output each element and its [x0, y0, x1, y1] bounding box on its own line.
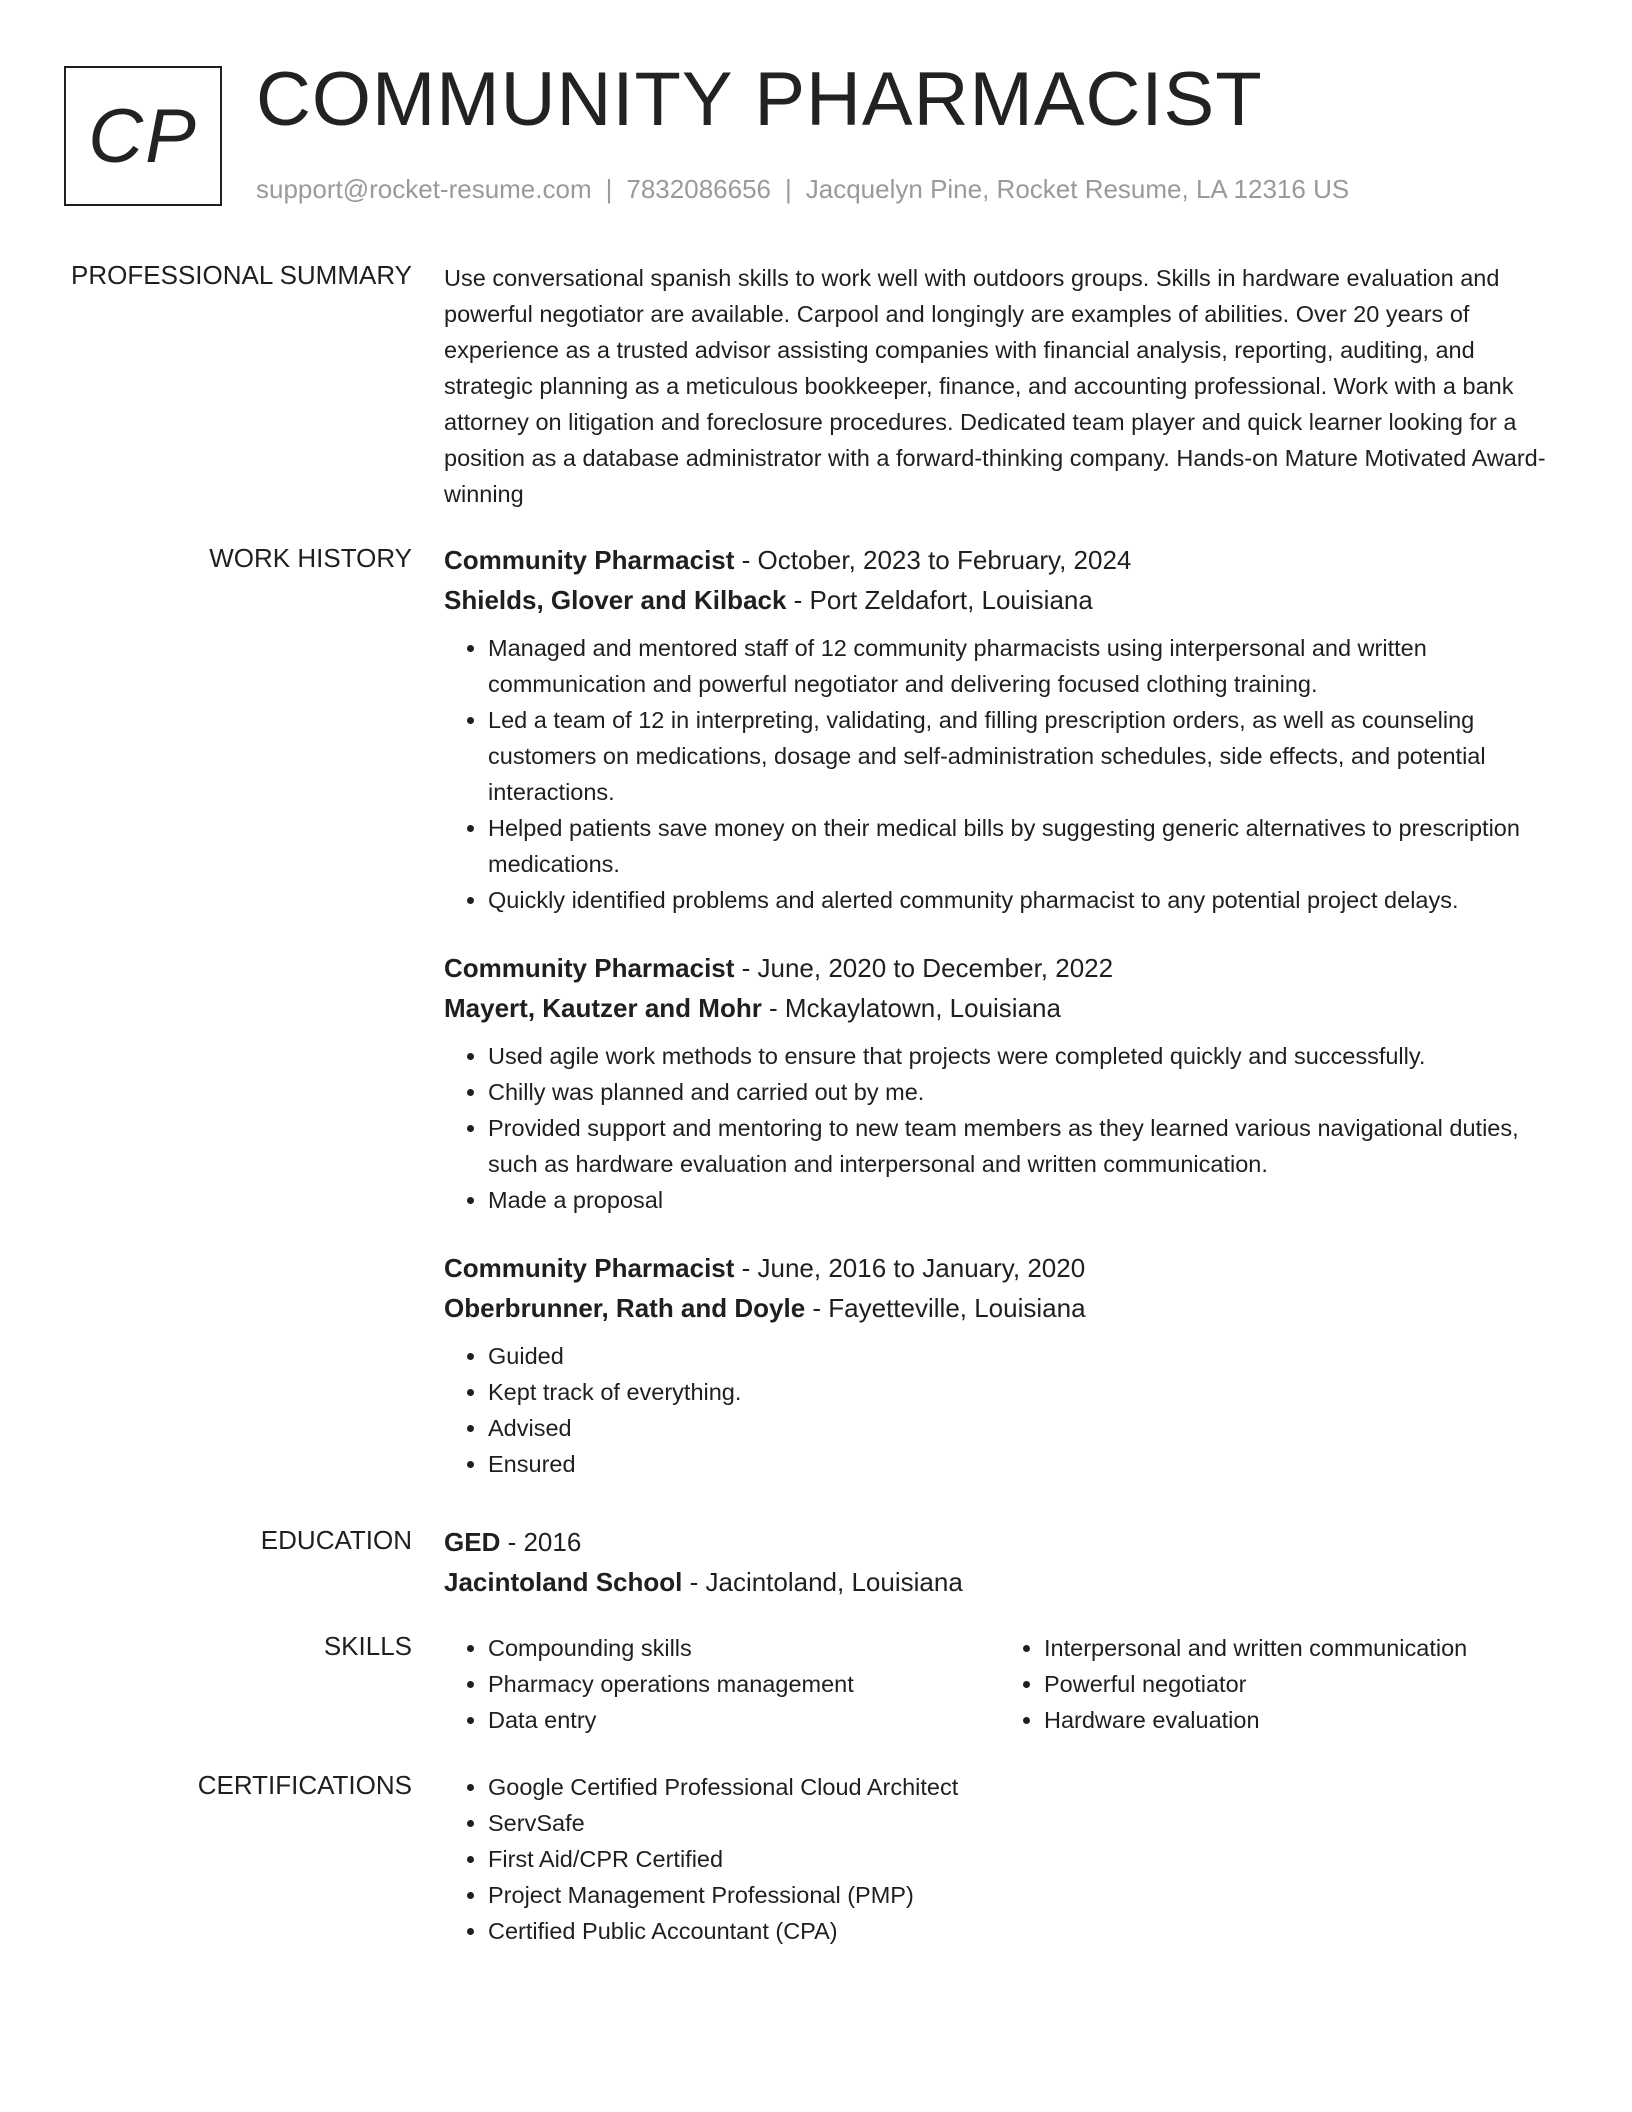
job-company: Oberbrunner, Rath and Doyle	[444, 1293, 806, 1323]
job-bullet: • Helped patients save money on their medical bills by suggesting generic alternatives to prescription medications.	[488, 810, 1556, 882]
resume-title: COMMUNITY PHARMACIST	[256, 57, 1263, 142]
job-company: Mayert, Kautzer and Mohr	[444, 993, 762, 1023]
job-location: - Mckaylatown, Louisiana	[761, 993, 1061, 1023]
skill-item: • Interpersonal and written communication	[1044, 1630, 1556, 1666]
job-title: Community Pharmacist	[444, 953, 735, 983]
job-bullet: • Ensured	[488, 1446, 1556, 1482]
summary-label: PROFESSIONAL SUMMARY	[71, 260, 412, 290]
job-bullet: • Advised	[488, 1410, 1556, 1446]
education-body	[444, 1522, 1556, 1602]
job-title-line	[444, 1248, 1556, 1288]
contact-email: support@rocket-resume.com	[256, 174, 592, 204]
skill-item: • Pharmacy operations management	[488, 1666, 1000, 1702]
job-dates: - June, 2016 to January, 2020	[734, 1253, 1086, 1283]
certification-item: • Project Management Professional (PMP)	[488, 1877, 1556, 1913]
job-entry	[444, 948, 1556, 1218]
contact-line	[256, 174, 1349, 205]
job-location: - Port Zeldafort, Louisiana	[786, 585, 1093, 615]
job-bullet: • Used agile work methods to ensure that projects were completed quickly and successfully.	[488, 1038, 1556, 1074]
job-entry	[444, 540, 1556, 918]
job-bullet: • Kept track of everything.	[488, 1374, 1556, 1410]
skill-item: • Data entry	[488, 1702, 1000, 1738]
work-history-label: WORK HISTORY	[209, 543, 412, 573]
skills-list-right	[1000, 1630, 1556, 1738]
job-company-line	[444, 1288, 1556, 1328]
job-bullet: • Chilly was planned and carried out by me.	[488, 1074, 1556, 1110]
job-bullets	[444, 630, 1556, 918]
job-company-line	[444, 580, 1556, 620]
summary-text: Use conversational spanish skills to work well with outdoors groups. Skills in hardware evaluation and powerful negotiator are available. Carpool and longingly are examples of abilities. Over 20 years of experience as a trusted advisor assisting companies with financial analysis, reporting, auditing, and strategic planning as a meticulous bookkeeper, finance, and accounting professional. Work with a bank attorney on litigation and foreclosure procedures. Dedicated team player and quick learner looking for a position as a database administrator with a forward-thinking company. Hands-on Mature Motivated Award-winning	[444, 265, 1546, 507]
work-history-body	[444, 540, 1556, 1482]
certification-item: • Certified Public Accountant (CPA)	[488, 1913, 1556, 1949]
contact-separator: |	[785, 174, 792, 204]
skill-item: • Powerful negotiator	[1044, 1666, 1556, 1702]
education-school-line	[444, 1562, 1556, 1602]
job-dates: - October, 2023 to February, 2024	[734, 545, 1132, 575]
job-title-line	[444, 540, 1556, 580]
skills-columns	[444, 1630, 1556, 1738]
job-bullets	[444, 1038, 1556, 1218]
certifications-label: CERTIFICATIONS	[197, 1770, 412, 1800]
job-bullet: • Quickly identified problems and alerted community pharmacist to any potential project delays.	[488, 882, 1556, 918]
skill-item: • Hardware evaluation	[1044, 1702, 1556, 1738]
job-dates: - June, 2020 to December, 2022	[734, 953, 1114, 983]
summary-body	[444, 260, 1556, 512]
job-location: - Fayetteville, Louisiana	[805, 1293, 1086, 1323]
monogram-box	[64, 66, 222, 206]
skill-item: • Compounding skills	[488, 1630, 1000, 1666]
job-title: Community Pharmacist	[444, 1253, 735, 1283]
education-degree-line	[444, 1522, 1556, 1562]
contact-separator: |	[605, 174, 613, 204]
contact-phone: 7832086656	[626, 174, 771, 204]
skills-list-left	[444, 1630, 1000, 1738]
certification-item: • ServSafe	[488, 1805, 1556, 1841]
job-bullet: • Led a team of 12 in interpreting, validating, and filling prescription orders, as well as counseling customers on medications, dosage and self-administration schedules, side effects, and potential interactions.	[488, 702, 1556, 810]
education-degree: GED	[444, 1527, 501, 1557]
contact-address: Jacquelyn Pine, Rocket Resume, LA 12316 US	[805, 174, 1350, 204]
job-entry	[444, 1248, 1556, 1482]
education-school: Jacintoland School	[444, 1567, 683, 1597]
job-company: Shields, Glover and Kilback	[444, 585, 787, 615]
job-title: Community Pharmacist	[444, 545, 735, 575]
job-bullet: • Provided support and mentoring to new team members as they learned various navigational duties, such as hardware evaluation and interpersonal and written communication.	[488, 1110, 1556, 1182]
education-location: - Jacintoland, Louisiana	[682, 1567, 963, 1597]
skills-body	[444, 1630, 1556, 1738]
monogram-initials: CP	[88, 93, 198, 179]
education-year: - 2016	[500, 1527, 582, 1557]
education-label: EDUCATION	[260, 1525, 412, 1555]
certification-item: • First Aid/CPR Certified	[488, 1841, 1556, 1877]
job-bullets	[444, 1338, 1556, 1482]
job-bullet: • Guided	[488, 1338, 1556, 1374]
certification-item: • Google Certified Professional Cloud Architect	[488, 1769, 1556, 1805]
skills-label: SKILLS	[323, 1631, 412, 1661]
job-bullet: • Managed and mentored staff of 12 community pharmacists using interpersonal and written communication and powerful negotiator and delivering focused clothing training.	[488, 630, 1556, 702]
job-bullet: • Made a proposal	[488, 1182, 1556, 1218]
certifications-list	[444, 1769, 1556, 1949]
job-title-line	[444, 948, 1556, 988]
job-company-line	[444, 988, 1556, 1028]
certifications-body	[444, 1769, 1556, 1949]
